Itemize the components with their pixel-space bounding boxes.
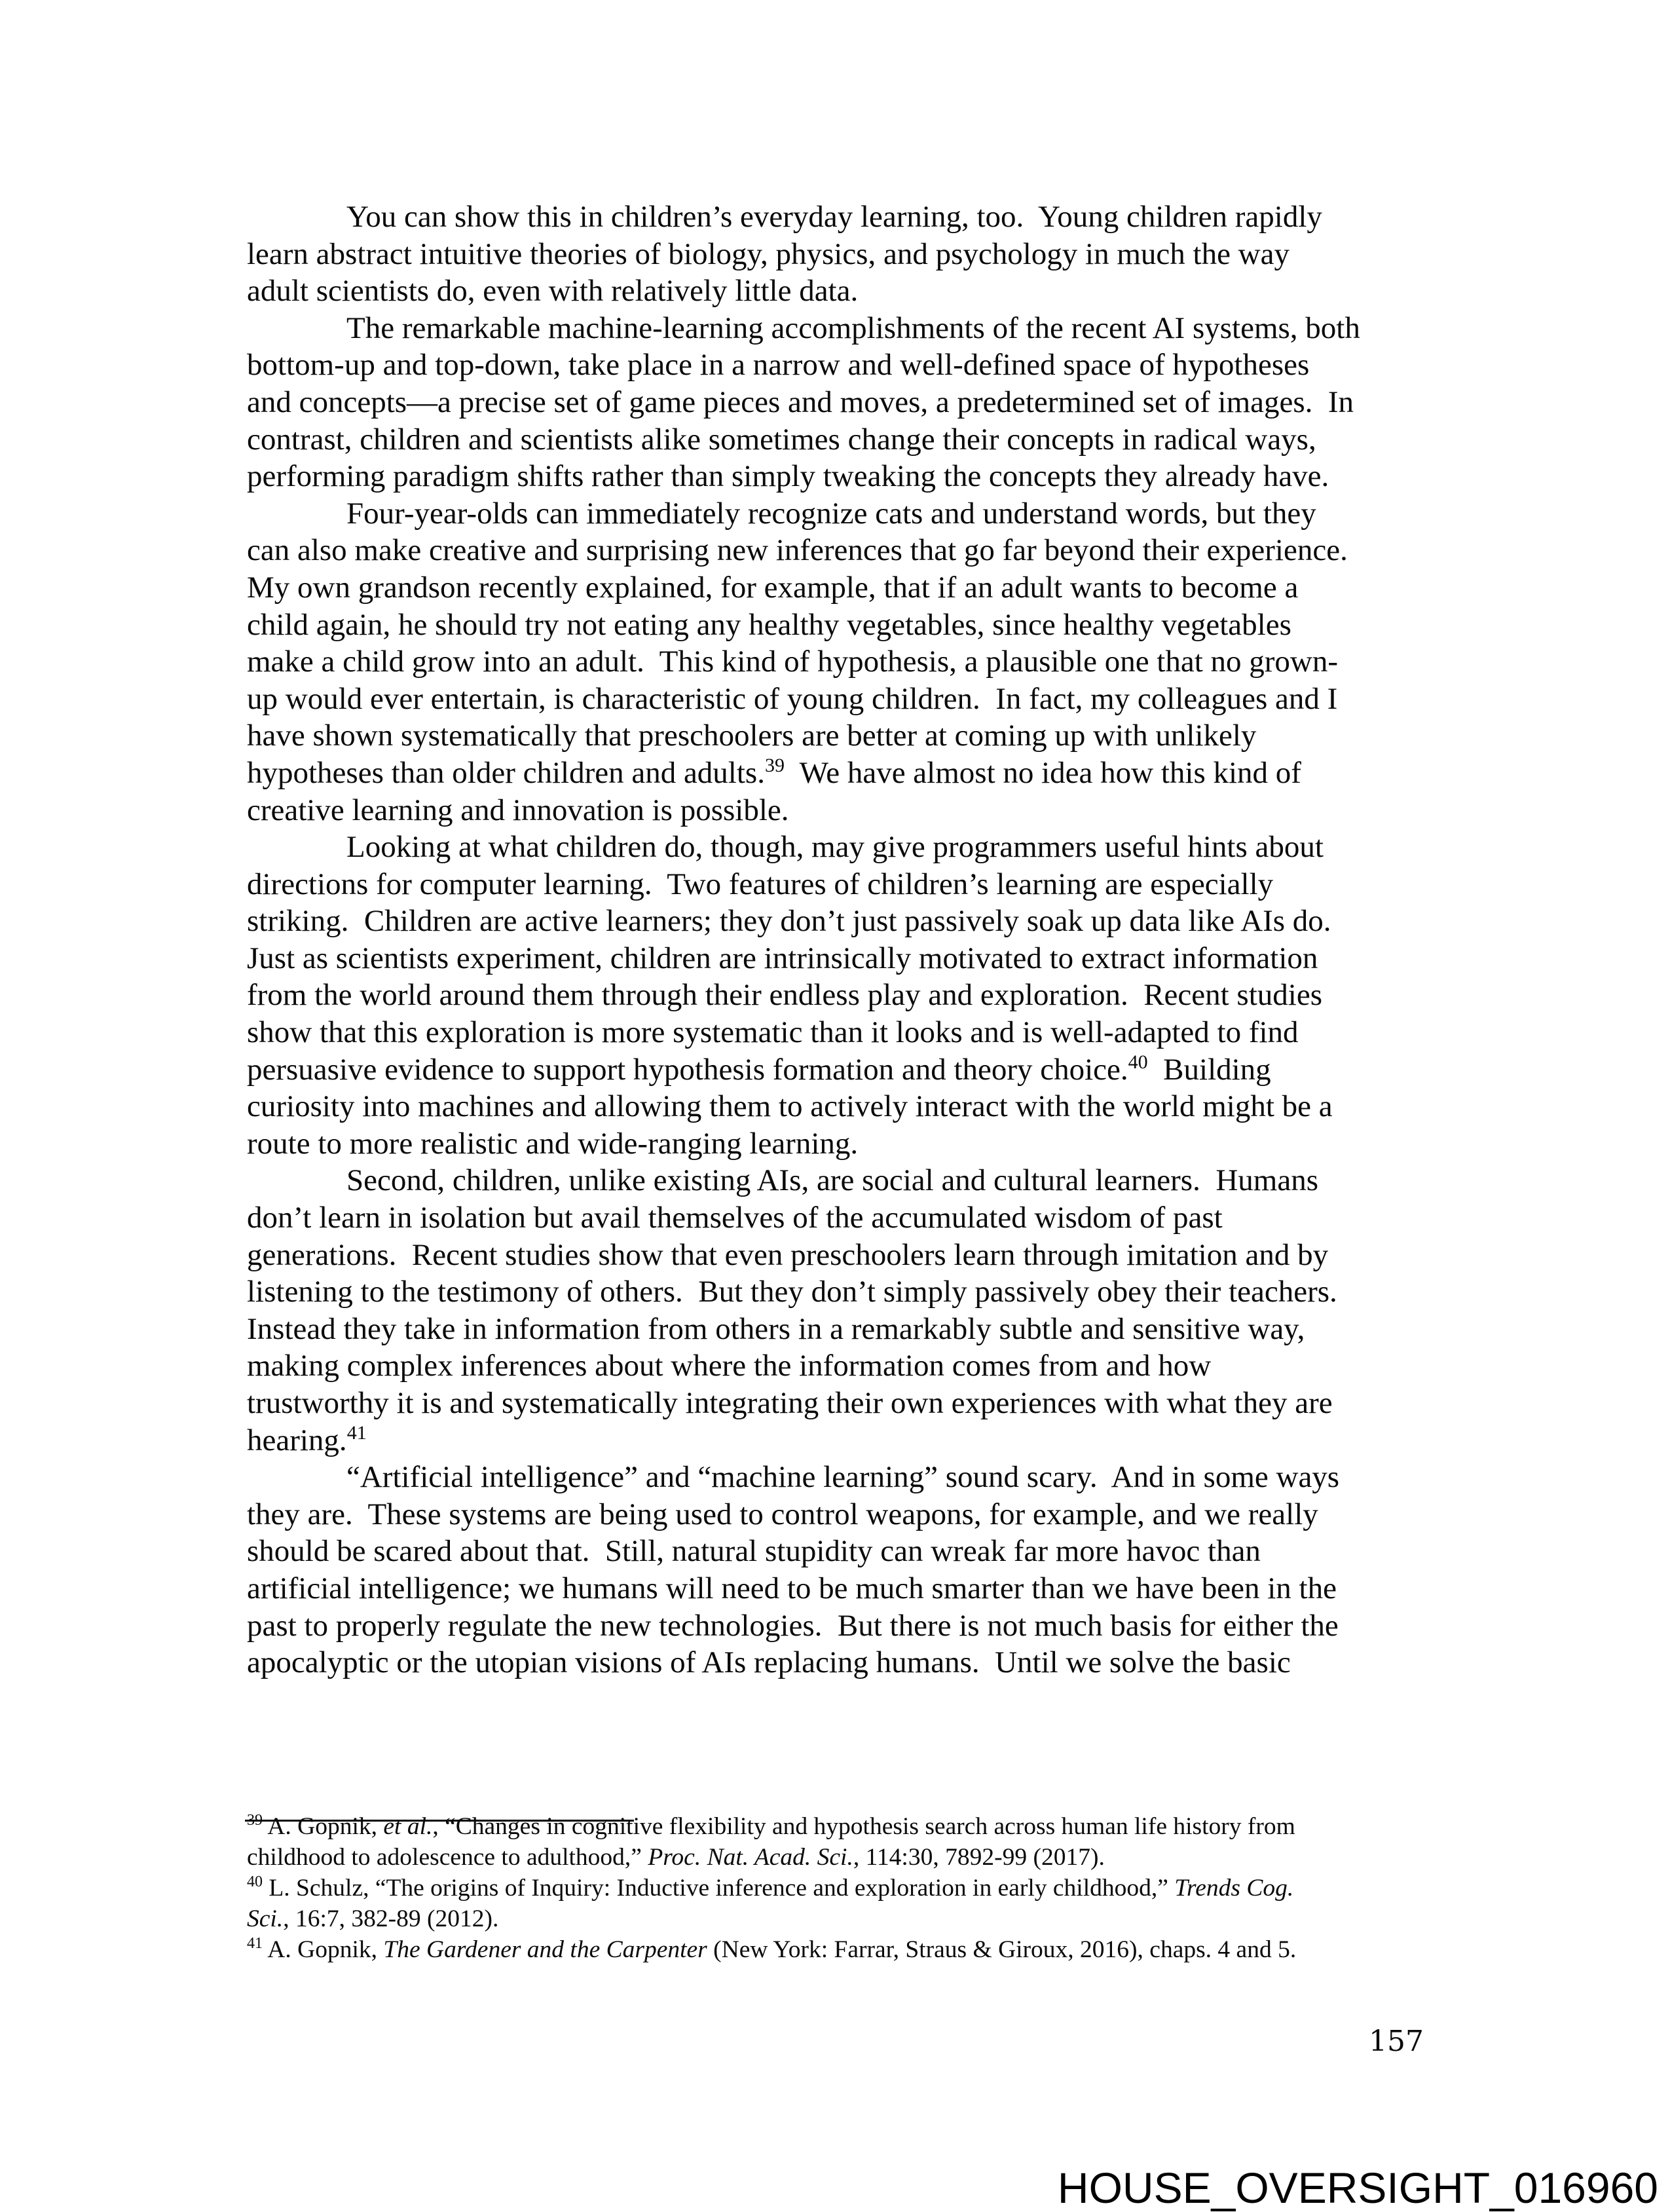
text-line	[247, 866, 1445, 903]
text-line	[247, 977, 1445, 1014]
text-line	[247, 532, 1445, 569]
line-text: Building	[1147, 1052, 1271, 1087]
text-line	[247, 1199, 1445, 1237]
line-text: they are. These systems are being used to control weapons, for example, and we really	[247, 1497, 1318, 1531]
line-text: have shown systematically that preschoolers are better at coming up with unlikely	[247, 719, 1257, 753]
text-line	[247, 1422, 1445, 1459]
line-text: route to more realistic and wide-ranging learning.	[247, 1126, 859, 1161]
text-line	[247, 421, 1445, 459]
footnote-40	[247, 1903, 1445, 1934]
italic-citation-text: et al.	[383, 1813, 433, 1840]
text-line	[247, 1459, 1445, 1496]
line-text: child again, he should try not eating any healthy vegetables, since healthy vegetables	[247, 607, 1291, 642]
text-line	[247, 236, 1445, 273]
text-line	[247, 1051, 1445, 1089]
text-line	[247, 1607, 1445, 1645]
line-text: Just as scientists experiment, children are intrinsically motivated to extract information	[247, 941, 1318, 975]
line-text: make a child grow into an adult. This kind of hypothesis, a plausible one that no grown-	[247, 645, 1339, 679]
text-line	[247, 829, 1445, 866]
footnote-39	[247, 1842, 1445, 1873]
text-line	[247, 495, 1445, 533]
line-text: making complex inferences about where the information comes from and how	[247, 1349, 1212, 1383]
footnote-41	[247, 1934, 1445, 1965]
citation-text: childhood to adolescence to adulthood,”	[247, 1844, 648, 1871]
line-text: hearing.	[247, 1423, 347, 1457]
line-text: and concepts—a precise set of game pieces and moves, a predetermined set of images. In	[247, 384, 1354, 419]
text-line	[247, 1237, 1445, 1274]
text-line	[247, 755, 1445, 792]
line-text: Second, children, unlike existing AIs, are social and cultural learners. Humans	[346, 1163, 1318, 1198]
line-text: up would ever entertain, is characteristic of young children. In fact, my colleagues and I	[247, 681, 1338, 716]
footnote-reference[interactable]: 40	[1128, 1051, 1148, 1073]
text-line	[247, 681, 1445, 718]
text-line	[247, 607, 1445, 644]
italic-citation-text: Sci.	[247, 1905, 284, 1932]
text-line	[247, 272, 1445, 310]
text-line	[247, 1496, 1445, 1533]
text-line	[247, 458, 1445, 495]
citation-text: (New York: Farrar, Straus & Giroux, 2016), chaps. 4 and 5.	[707, 1936, 1297, 1963]
line-text: performing paradigm shifts rather than simply tweaking the concepts they already have.	[247, 459, 1329, 494]
citation-text: A. Gopnik,	[263, 1936, 384, 1963]
text-line	[247, 1273, 1445, 1311]
text-line	[247, 1347, 1445, 1385]
citation-text: L. Schulz, “The origins of Inquiry: Inductive inference and exploration in early childhood,”	[263, 1875, 1175, 1902]
text-line	[247, 903, 1445, 940]
footnote-reference[interactable]: 39	[764, 754, 785, 776]
line-text: contrast, children and scientists alike sometimes change their concepts in radical ways,	[247, 422, 1316, 457]
footnote-number: 39	[247, 1812, 263, 1829]
italic-citation-text: The Gardener and the Carpenter	[383, 1936, 707, 1963]
text-line	[247, 1385, 1445, 1422]
body-text	[247, 198, 1445, 1681]
text-line	[247, 643, 1445, 681]
line-text: You can show this in children’s everyday learning, too. Young children rapidly	[346, 200, 1322, 234]
line-text: The remarkable machine-learning accomplishments of the recent AI systems, both	[346, 310, 1360, 345]
line-text: curiosity into machines and allowing them to actively interact with the world might be a	[247, 1089, 1333, 1124]
text-line	[247, 717, 1445, 755]
line-text: past to properly regulate the new technologies. But there is not much basis for either the	[247, 1608, 1339, 1643]
footnote-number: 40	[247, 1873, 263, 1890]
text-line	[247, 347, 1445, 384]
text-line	[247, 384, 1445, 421]
line-text: directions for computer learning. Two features of children’s learning are especially	[247, 867, 1274, 901]
line-text: adult scientists do, even with relatively little data.	[247, 274, 859, 309]
line-text: show that this exploration is more systematic than it looks and is well-adapted to find	[247, 1015, 1299, 1050]
line-text: generations. Recent studies show that even preschoolers learn through imitation and by	[247, 1237, 1329, 1272]
line-text: artificial intelligence; we humans will need to be much smarter than we have been in the	[247, 1571, 1337, 1605]
line-text: “Artificial intelligence” and “machine learning” sound scary. And in some ways	[346, 1460, 1340, 1495]
line-text: can also make creative and surprising new inferences that go far beyond their experience.	[247, 533, 1348, 568]
bates-stamp: HOUSE_OVERSIGHT_016960	[1057, 2164, 1658, 2212]
citation-text: A. Gopnik,	[263, 1813, 384, 1840]
line-text: from the world around them through their endless play and exploration. Recent studies	[247, 978, 1322, 1013]
text-line	[247, 1088, 1445, 1125]
footnote-40	[247, 1873, 1445, 1903]
text-line	[247, 1311, 1445, 1348]
text-line	[247, 940, 1445, 977]
text-line	[247, 1570, 1445, 1607]
text-line	[247, 1162, 1445, 1199]
citation-text: , 16:7, 382-89 (2012).	[283, 1905, 499, 1932]
line-text: don’t learn in isolation but avail themselves of the accumulated wisdom of past	[247, 1201, 1223, 1235]
line-text: striking. Children are active learners; they don’t just passively soak up data like AIs do.	[247, 904, 1331, 939]
line-text: My own grandson recently explained, for example, that if an adult wants to become a	[247, 570, 1299, 605]
text-line	[247, 198, 1445, 236]
text-line	[247, 1125, 1445, 1163]
line-text: hypotheses than older children and adults.	[247, 755, 765, 790]
page-number: 157	[1369, 2025, 1424, 2058]
text-line	[247, 1014, 1445, 1051]
line-text: bottom-up and top-down, take place in a narrow and well-defined space of hypotheses	[247, 348, 1310, 383]
line-text: persuasive evidence to support hypothesis formation and theory choice.	[247, 1052, 1128, 1087]
line-text: We have almost no idea how this kind of	[784, 755, 1301, 790]
citation-text: , 114:30, 7892-99 (2017).	[853, 1844, 1105, 1871]
line-text: apocalyptic or the utopian visions of AIs replacing humans. Until we solve the basic	[247, 1645, 1291, 1680]
citation-text: , “Changes in cognitive flexibility and hypothesis search across human life history from	[432, 1813, 1295, 1840]
italic-citation-text: Trends Cog.	[1174, 1875, 1294, 1902]
footnote-reference[interactable]: 41	[346, 1421, 367, 1444]
line-text: should be scared about that. Still, natural stupidity can wreak far more havoc than	[247, 1534, 1261, 1569]
line-text: learn abstract intuitive theories of biology, physics, and psychology in much the way	[247, 236, 1290, 271]
line-text: creative learning and innovation is possible.	[247, 793, 789, 827]
text-line	[247, 792, 1445, 829]
text-line	[247, 310, 1445, 347]
footnote-39	[247, 1811, 1445, 1842]
line-text: Looking at what children do, though, may give programmers useful hints about	[346, 830, 1324, 865]
line-text: Four-year-olds can immediately recognize cats and understand words, but they	[346, 496, 1316, 531]
line-text: trustworthy it is and systematically integrating their own experiences with what they are	[247, 1386, 1333, 1420]
text-line	[247, 1533, 1445, 1570]
footnote-number: 41	[247, 1935, 263, 1952]
line-text: Instead they take in information from others in a remarkably subtle and sensitive way,	[247, 1311, 1305, 1346]
footnotes	[247, 1811, 1445, 1965]
line-text: listening to the testimony of others. But they don’t simply passively obey their teachers.	[247, 1275, 1337, 1309]
text-line	[247, 1644, 1445, 1681]
italic-citation-text: Proc. Nat. Acad. Sci.	[648, 1844, 853, 1871]
text-line	[247, 569, 1445, 607]
